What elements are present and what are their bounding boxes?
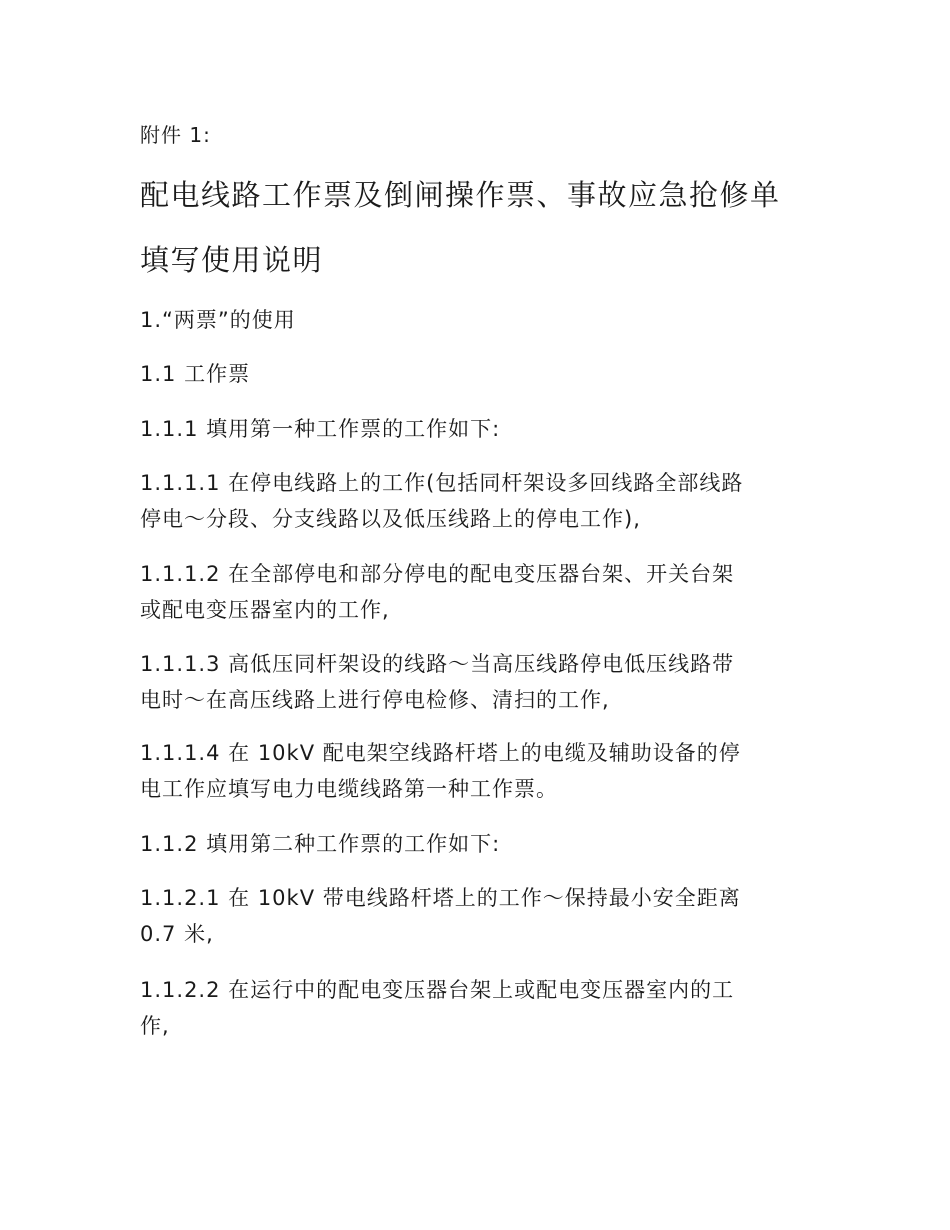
paragraph-1-1-1-2 xyxy=(140,556,820,628)
paragraph-line: 1.1.1.1 在停电线路上的工作(包括同杆架设多回线路全部线路 xyxy=(140,471,744,495)
paragraph-1-1-1-1 xyxy=(140,465,820,537)
paragraph-line: 1.1.1.2 在全部停电和部分停电的配电变压器台架、开关台架 xyxy=(140,562,735,586)
section-heading-1-1-2 xyxy=(140,826,820,862)
paragraph-line: 电时～在高压线路上进行停电检修、清扫的工作, xyxy=(140,688,610,712)
paragraph-line: 1.1.2.2 在运行中的配电变压器台架上或配电变压器室内的工 xyxy=(140,978,735,1002)
paragraph-line: 1.1.1.4 在 10kV 配电架空线路杆塔上的电缆及辅助设备的停 xyxy=(140,741,741,765)
paragraph-line: 1.1 工作票 xyxy=(140,362,251,386)
document-title-line-1: 配电线路工作票及倒闸操作票、事故应急抢修单 xyxy=(140,178,781,212)
document-title-line-2: 填写使用说明 xyxy=(140,243,324,277)
section-heading-1-1-1 xyxy=(140,411,820,447)
paragraph-1-1-2-1 xyxy=(140,880,820,952)
paragraph-line: 1.“两票”的使用 xyxy=(140,308,296,332)
paragraph-1-1-1-3 xyxy=(140,646,820,718)
paragraph-1-1-2-2 xyxy=(140,972,820,1044)
paragraph-line: 0.7 米, xyxy=(140,922,214,946)
paragraph-line: 或配电变压器室内的工作, xyxy=(140,598,390,622)
paragraph-line: 1.1.2 填用第二种工作票的工作如下: xyxy=(140,832,501,856)
attachment-label: 附件 1: xyxy=(140,123,211,147)
paragraph-line: 1.1.1.3 高低压同杆架设的线路～当高压线路停电低压线路带 xyxy=(140,652,735,676)
paragraph-line: 1.1.1 填用第一种工作票的工作如下: xyxy=(140,417,501,441)
section-heading-1-1 xyxy=(140,356,820,392)
section-heading-1 xyxy=(140,302,820,338)
paragraph-1-1-1-4 xyxy=(140,735,820,807)
paragraph-line: 停电～分段、分支线路以及低压线路上的停电工作), xyxy=(140,507,641,531)
paragraph-line: 1.1.2.1 在 10kV 带电线路杆塔上的工作～保持最小安全距离 xyxy=(140,886,741,910)
paragraph-line: 电工作应填写电力电缆线路第一种工作票。 xyxy=(140,777,558,801)
paragraph-line: 作, xyxy=(140,1014,170,1038)
